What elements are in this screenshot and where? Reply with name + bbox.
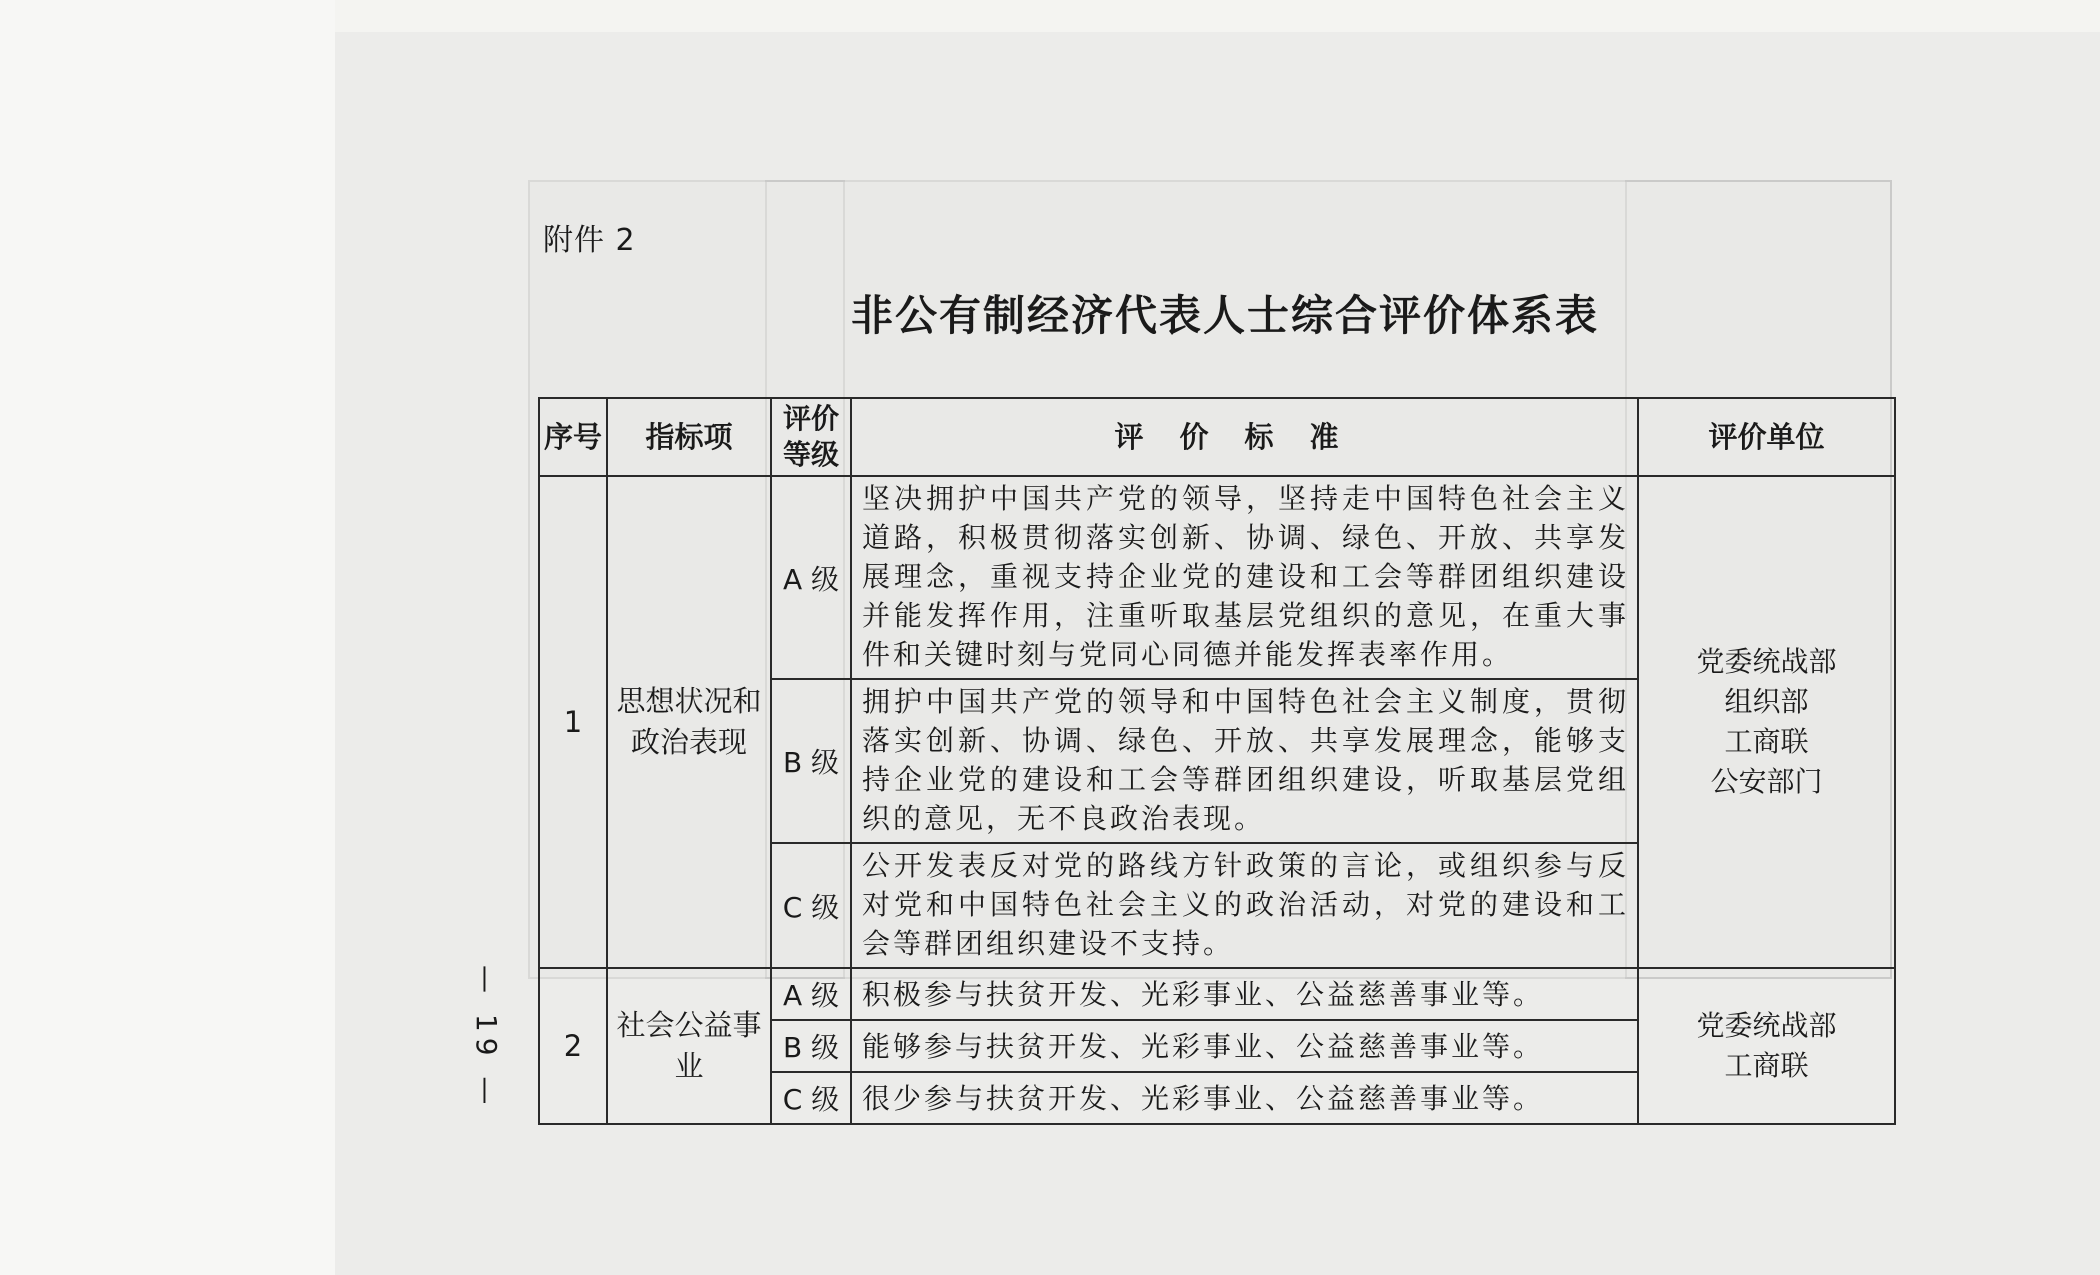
evaluation-table	[538, 397, 1896, 1125]
unit-name: 工商联	[1724, 725, 1809, 758]
unit-name: 组织部	[1724, 685, 1809, 718]
row-seq: 1	[539, 476, 607, 968]
scan-margin	[0, 0, 335, 1275]
attachment-label: 附件 2	[543, 223, 636, 258]
grade-standard: 积极参与扶贫开发、光彩事业、公益慈善事业等。	[851, 968, 1638, 1020]
grade-label: C 级	[771, 1072, 851, 1124]
unit-name: 工商联	[1724, 1049, 1809, 1082]
table-header-row	[539, 398, 1895, 476]
header-seq: 序号	[539, 398, 607, 476]
grade-label: A 级	[771, 968, 851, 1020]
grade-standard: 很少参与扶贫开发、光彩事业、公益慈善事业等。	[851, 1072, 1638, 1124]
row-seq: 2	[539, 968, 607, 1124]
row-indicator: 社会公益事业	[607, 968, 771, 1124]
header-grade: 评价等级	[771, 398, 851, 476]
grade-label: A 级	[771, 476, 851, 679]
grade-label: B 级	[771, 679, 851, 843]
unit-name: 公安部门	[1710, 765, 1823, 798]
grade-label: C 级	[771, 843, 851, 968]
unit-name: 党委统战部	[1696, 645, 1837, 678]
header-unit: 评价单位	[1638, 398, 1895, 476]
unit-name: 党委统战部	[1696, 1009, 1837, 1042]
row-evaluation-units	[1638, 968, 1895, 1124]
document-title: 非公有制经济代表人士综合评价体系表	[850, 291, 1599, 340]
row-indicator: 思想状况和政治表现	[607, 476, 771, 968]
header-indicator: 指标项	[607, 398, 771, 476]
grade-standard: 坚决拥护中国共产党的领导，坚持走中国特色社会主义道路，积极贯彻落实创新、协调、绿色、开放、共享发展理念，重视支持企业党的建设和工会等群团组织建设并能发挥作用，注重听取基层党组织的意见，在重大事件和关键时刻与党同心同德并能发挥表率作用。	[851, 476, 1638, 679]
grade-standard: 公开发表反对党的路线方针政策的言论，或组织参与反对党和中国特色社会主义的政治活动，对党的建设和工会等群团组织建设不支持。	[851, 843, 1638, 968]
row-evaluation-units	[1638, 476, 1895, 968]
grade-standard: 拥护中国共产党的领导和中国特色社会主义制度，贯彻落实创新、协调、绿色、开放、共享发展理念，能够支持企业党的建设和工会等群团组织建设，听取基层党组织的意见，无不良政治表现。	[851, 679, 1638, 843]
page-number: — 19 —	[470, 965, 503, 1111]
table-row	[539, 476, 1895, 679]
table-row	[539, 968, 1895, 1020]
grade-standard: 能够参与扶贫开发、光彩事业、公益慈善事业等。	[851, 1020, 1638, 1072]
grade-label: B 级	[771, 1020, 851, 1072]
header-standard: 评价标准	[851, 398, 1638, 476]
